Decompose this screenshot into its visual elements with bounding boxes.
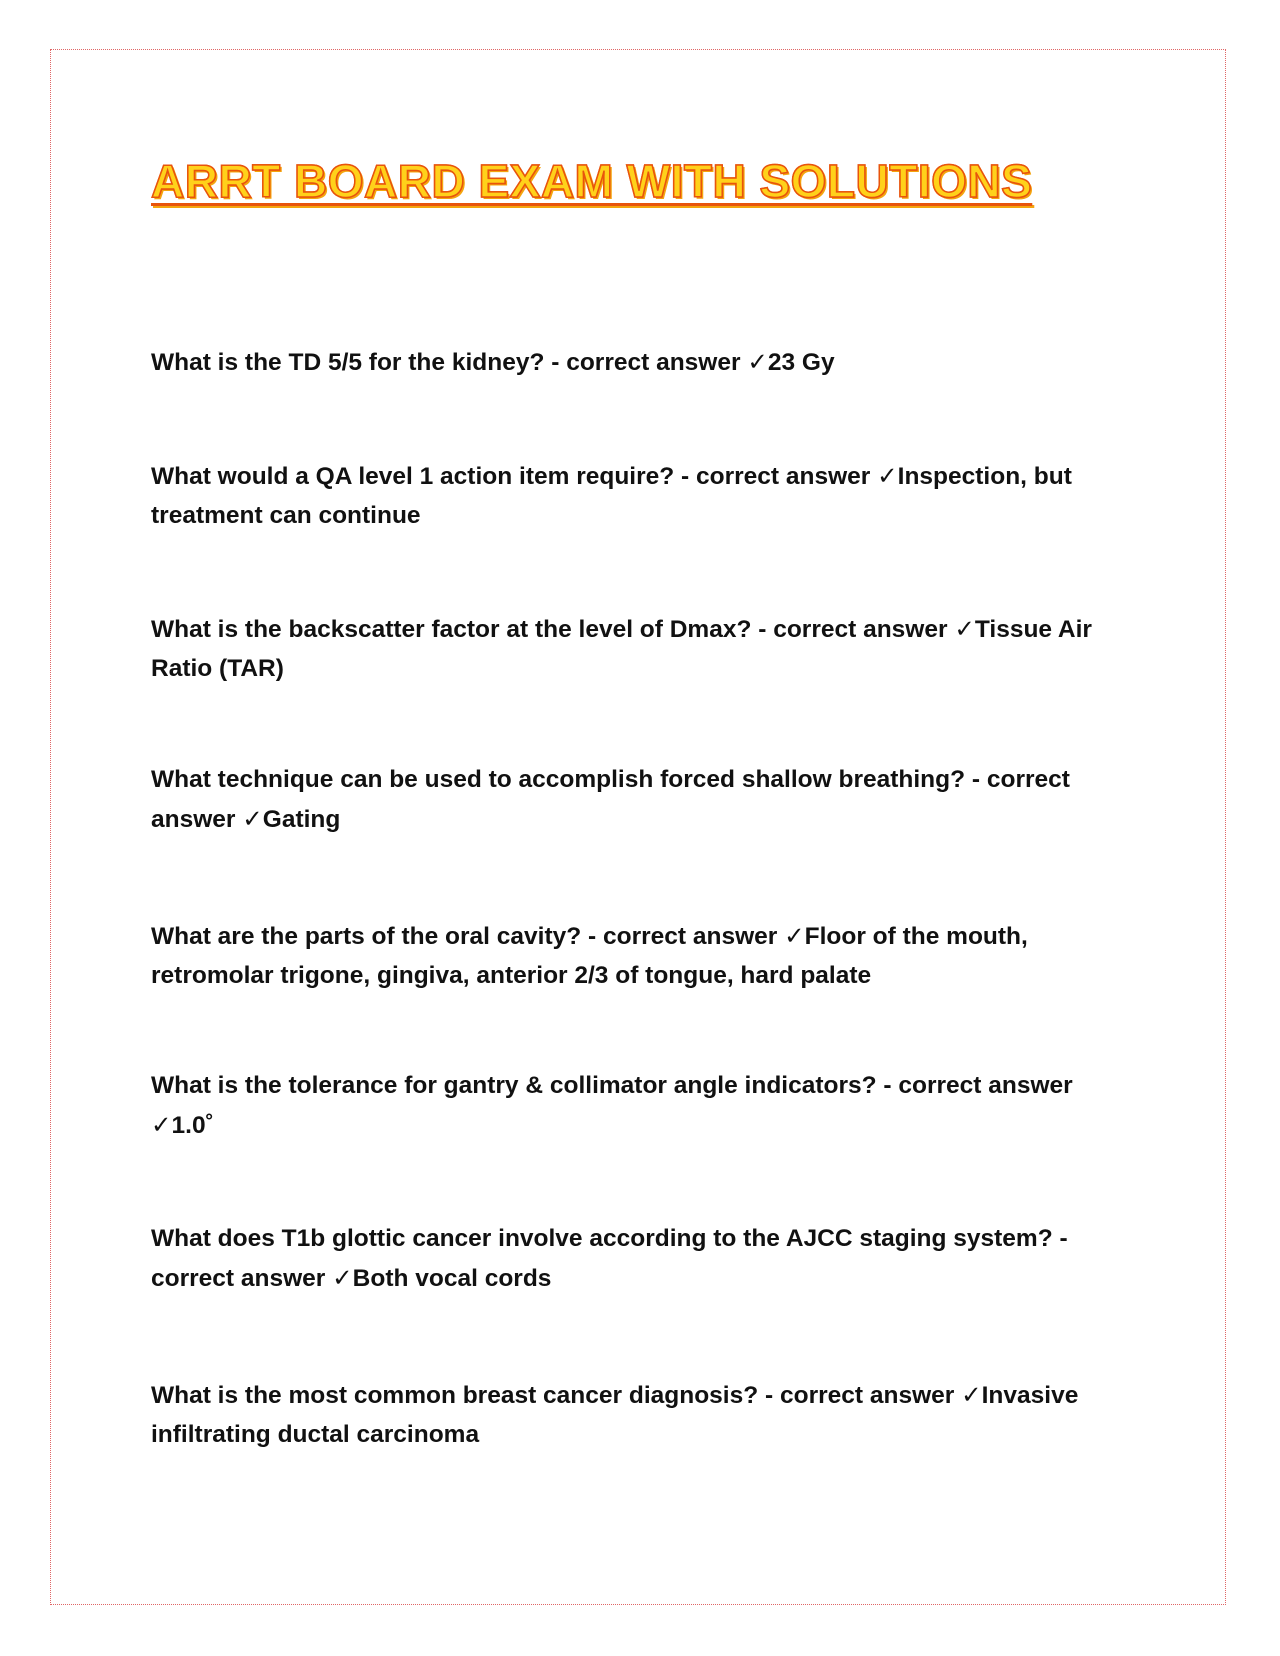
qa-item <box>151 1219 1136 1298</box>
qa-item <box>151 916 1136 995</box>
qa-item <box>151 1066 1136 1145</box>
answer-prefix: - correct answer <box>581 923 785 950</box>
question-text: What is the tolerance for gantry & collimator angle indicators? <box>151 1072 877 1099</box>
answer-prefix: - correct answer <box>751 616 955 643</box>
question-text: What is the most common breast cancer diagnosis? <box>151 1382 759 1409</box>
qa-item <box>151 1375 1136 1454</box>
answer-prefix: - correct answer <box>151 1225 1068 1292</box>
checkmark-icon: ✓ <box>961 1380 982 1409</box>
question-text: What technique can be used to accomplish forced shallow breathing? <box>151 766 966 793</box>
question-text: What is the backscatter factor at the level of Dmax? <box>151 616 752 643</box>
checkmark-icon: ✓ <box>784 921 805 950</box>
answer-text: 23 Gy <box>767 349 835 376</box>
answer-prefix: - correct answer <box>544 349 748 376</box>
question-text: What does T1b glottic cancer involve according to the AJCC staging system? <box>151 1225 1053 1252</box>
answer-text: Tissue Air Ratio (TAR) <box>151 616 1092 682</box>
checkmark-icon: ✓ <box>747 347 768 376</box>
checkmark-icon: ✓ <box>954 614 975 643</box>
checkmark-icon: ✓ <box>242 804 263 833</box>
question-text: What would a QA level 1 action item require? <box>151 463 675 490</box>
checkmark-icon: ✓ <box>151 1110 172 1139</box>
answer-text: Inspection, but treatment can continue <box>151 463 1072 529</box>
answer-prefix: - correct answer <box>876 1072 1073 1099</box>
answer-text: Both vocal cords <box>352 1265 552 1292</box>
checkmark-icon: ✓ <box>332 1263 353 1292</box>
question-text: What is the TD 5/5 for the kidney? <box>151 349 545 376</box>
qa-item <box>151 609 1136 688</box>
answer-prefix: - correct answer <box>674 463 878 490</box>
question-text: What are the parts of the oral cavity? <box>151 923 582 950</box>
answer-text: Gating <box>262 806 341 833</box>
document-title: ARRT BOARD EXAM WITH SOLUTIONS <box>151 155 1033 207</box>
answer-prefix: - correct answer <box>151 766 1070 833</box>
qa-item <box>151 456 1136 535</box>
answer-prefix: - correct answer <box>758 1382 962 1409</box>
checkmark-icon: ✓ <box>877 461 898 490</box>
answer-text: Invasive infiltrating ductal carcinoma <box>151 1382 1079 1448</box>
qa-item <box>151 760 1136 839</box>
answer-text: Floor of the mouth, retromolar trigone, gingiva, anterior 2/3 of tongue, hard palate <box>151 923 1028 989</box>
qa-item <box>151 342 1136 382</box>
answer-text: 1.0˚ <box>171 1112 214 1139</box>
